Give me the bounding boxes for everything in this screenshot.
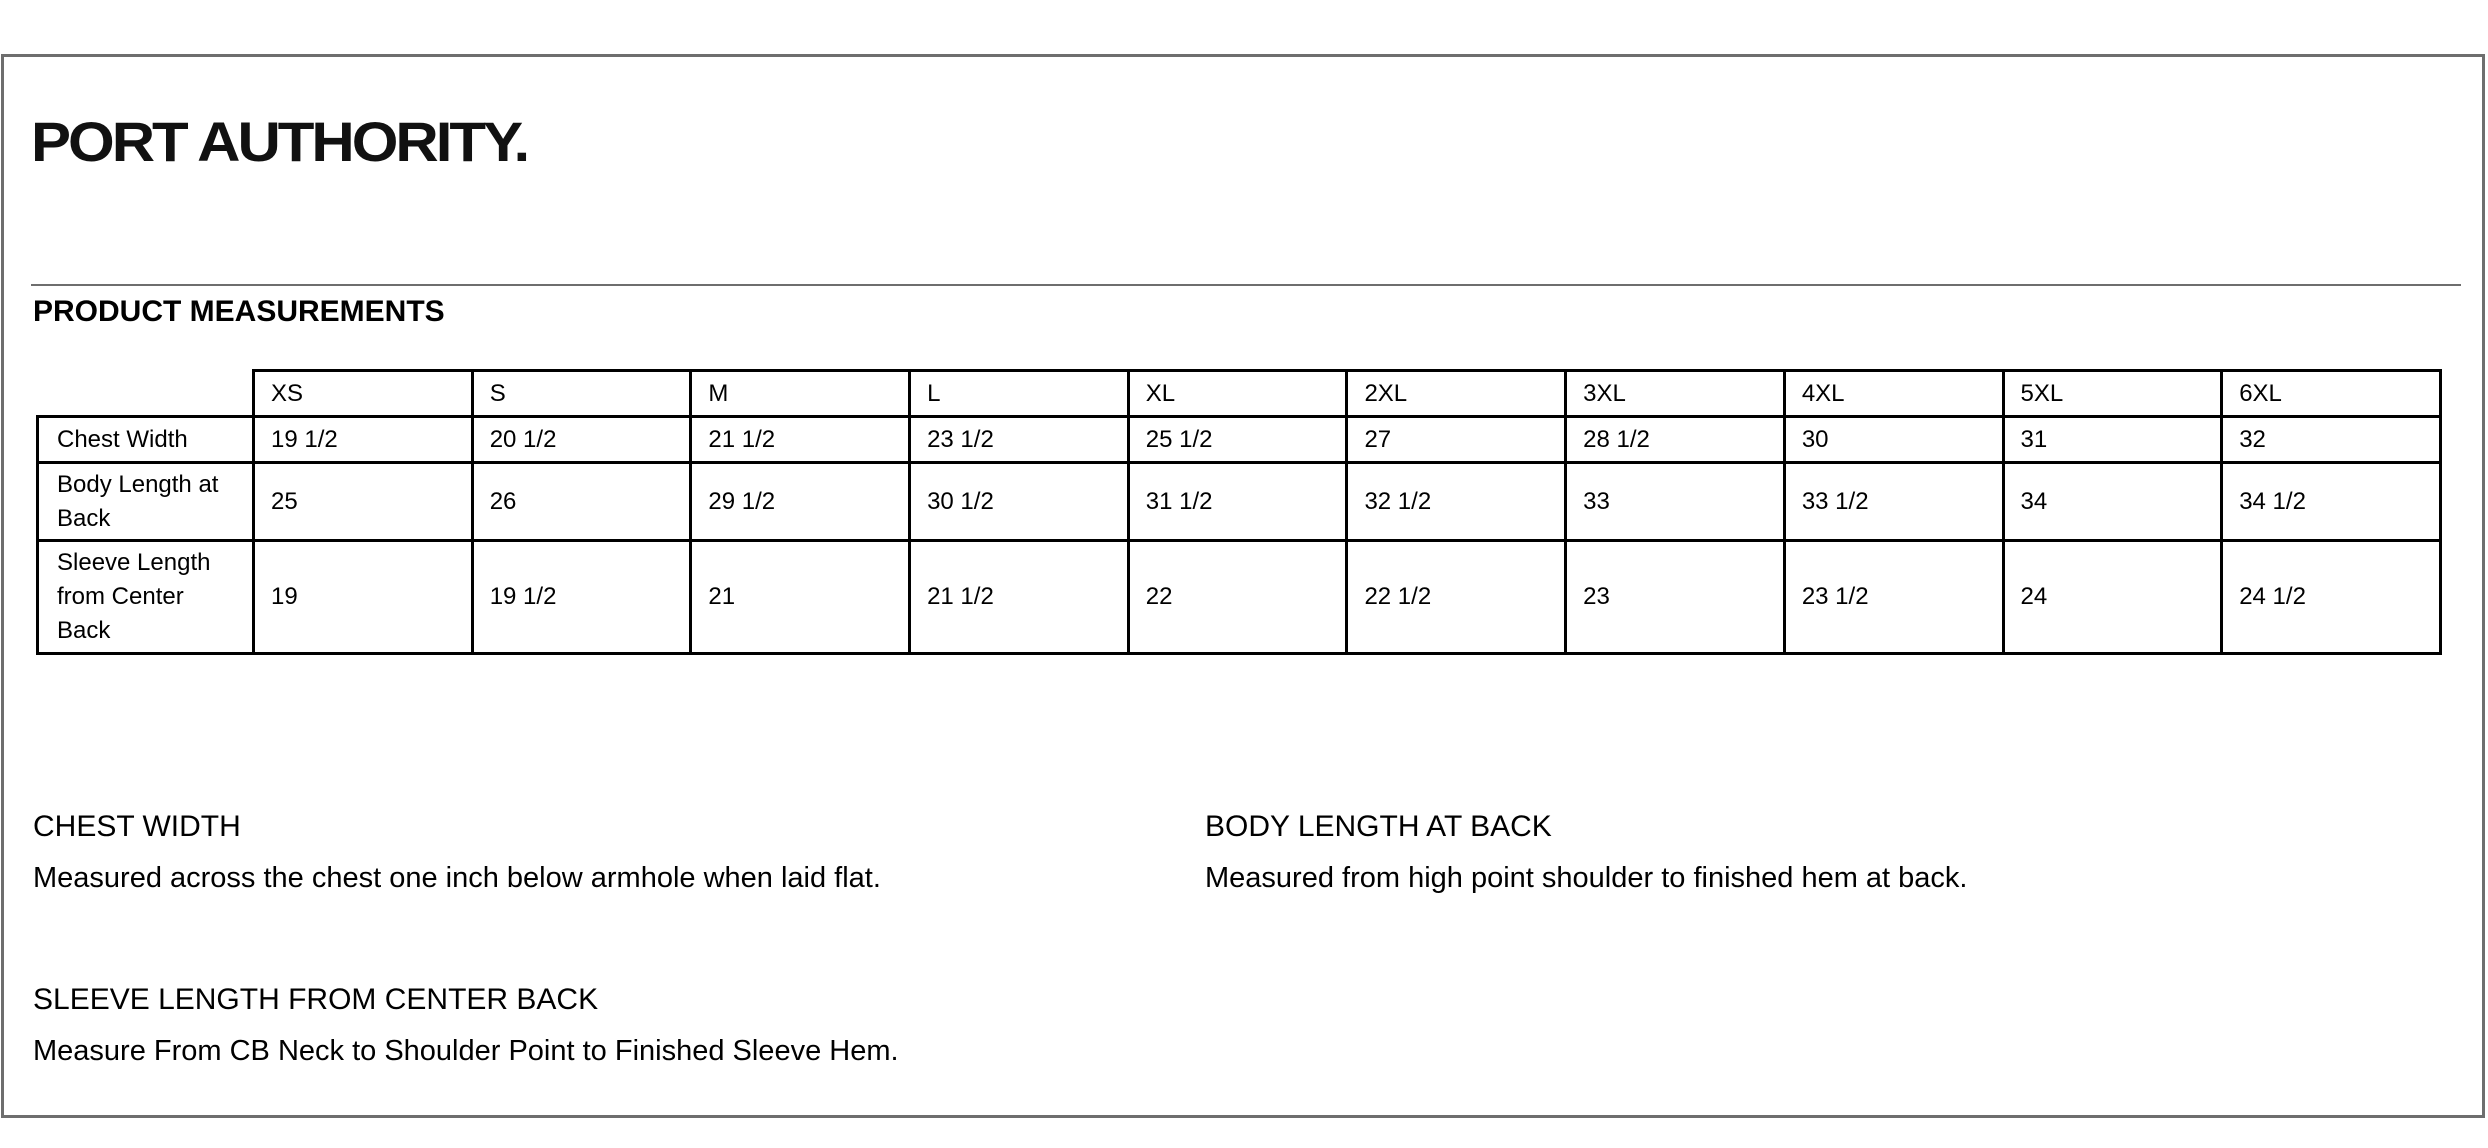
table-cell: 27 xyxy=(1347,417,1566,463)
table-cell: 25 1/2 xyxy=(1128,417,1347,463)
row-label: Chest Width xyxy=(38,417,254,463)
size-header-s: S xyxy=(472,371,691,417)
table-cell: 24 xyxy=(2003,541,2222,654)
definition-title: BODY LENGTH AT BACK xyxy=(1205,810,1552,843)
table-row-body-length xyxy=(38,463,2441,541)
definition-body-length xyxy=(1205,812,1967,893)
table-cell: 23 xyxy=(1566,541,1785,654)
size-header-xs: XS xyxy=(254,371,473,417)
size-header-4xl: 4XL xyxy=(1784,371,2003,417)
definition-title: SLEEVE LENGTH FROM CENTER BACK xyxy=(33,983,599,1016)
size-header-row xyxy=(38,371,2441,417)
table-cell: 19 1/2 xyxy=(254,417,473,463)
table-cell: 32 1/2 xyxy=(1347,463,1566,541)
table-corner xyxy=(38,371,254,417)
brand-logo: PORT AUTHORITY. xyxy=(31,111,528,173)
table-cell: 26 xyxy=(472,463,691,541)
table-cell: 21 xyxy=(691,541,910,654)
row-label: Sleeve Length from Center Back xyxy=(38,541,254,654)
definition-text: Measure From CB Neck to Shoulder Point to Finished Sleeve Hem. xyxy=(33,1035,899,1067)
size-header-m: M xyxy=(691,371,910,417)
size-header-2xl: 2XL xyxy=(1347,371,1566,417)
definition-title: CHEST WIDTH xyxy=(33,810,241,843)
table-cell: 21 1/2 xyxy=(691,417,910,463)
size-header-6xl: 6XL xyxy=(2222,371,2441,417)
table-cell: 28 1/2 xyxy=(1566,417,1785,463)
table-row-sleeve-length xyxy=(38,541,2441,654)
definition-text: Measured across the chest one inch below armhole when laid flat. xyxy=(33,862,881,894)
table-cell: 22 1/2 xyxy=(1347,541,1566,654)
table-cell: 30 xyxy=(1784,417,2003,463)
table-cell: 23 1/2 xyxy=(1784,541,2003,654)
table-cell: 31 1/2 xyxy=(1128,463,1347,541)
table-cell: 34 1/2 xyxy=(2222,463,2441,541)
size-header-xl: XL xyxy=(1128,371,1347,417)
table-cell: 34 xyxy=(2003,463,2222,541)
table-cell: 30 1/2 xyxy=(910,463,1129,541)
table-cell: 23 1/2 xyxy=(910,417,1129,463)
table-row-chest-width xyxy=(38,417,2441,463)
header-divider xyxy=(31,284,2461,286)
table-cell: 19 xyxy=(254,541,473,654)
definition-text: Measured from high point shoulder to finished hem at back. xyxy=(1205,862,1968,894)
table-cell: 24 1/2 xyxy=(2222,541,2441,654)
table-cell: 19 1/2 xyxy=(472,541,691,654)
definition-chest-width xyxy=(33,812,881,893)
table-cell: 20 1/2 xyxy=(472,417,691,463)
table-cell: 33 1/2 xyxy=(1784,463,2003,541)
definition-sleeve-length xyxy=(33,985,899,1066)
table-cell: 33 xyxy=(1566,463,1785,541)
table-cell: 29 1/2 xyxy=(691,463,910,541)
size-chart-sheet xyxy=(1,54,2485,1118)
measurements-table xyxy=(36,369,2442,655)
size-header-5xl: 5XL xyxy=(2003,371,2222,417)
section-title: PRODUCT MEASUREMENTS xyxy=(33,295,445,328)
row-label: Body Length at Back xyxy=(38,463,254,541)
size-header-l: L xyxy=(910,371,1129,417)
table-cell: 31 xyxy=(2003,417,2222,463)
table-cell: 22 xyxy=(1128,541,1347,654)
table-cell: 25 xyxy=(254,463,473,541)
table-cell: 21 1/2 xyxy=(910,541,1129,654)
size-header-3xl: 3XL xyxy=(1566,371,1785,417)
table-cell: 32 xyxy=(2222,417,2441,463)
